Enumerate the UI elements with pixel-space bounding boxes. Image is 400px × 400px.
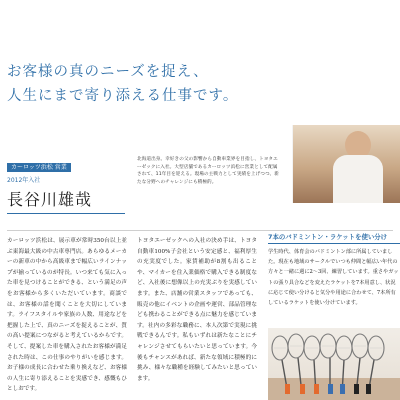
body-column-2: トヨタエーゼックへの入社の決め手は、トヨタ自動車100%子会社という安定感と、福利厚生の充実度でした。家賃補助が8割も出ることや、マイカーを住入業価格で購入できる制度など、入社後に想像以上の充実ぶりを実感しています。また、店舗の営業スタッフであっても、販売の他にイベントの企画や運営、部品管理なども携わることができる点に魅力を感じています。社内の多彩な職務に、本人次第で実現に挑戦できるんです。私もいずれは新たなことにチャレンジさせてもらいたいと思っています。今後もチャンスがあれば、新たな領域に積極的に挑み、様々な職種を経験してみたいと思っています。: [137, 238, 257, 382]
racket-photo-illustration: [268, 328, 400, 400]
headline-line-2: 人生にまで寄り添える仕事です。: [7, 88, 239, 104]
hobby-feature-title: 7本のバドミントン・ラケットを使い分け: [268, 232, 400, 244]
body-column-1: カーロッツ浜松は、展示車が常時350台以上並ぶ東海最大級の中古車専門店。あらゆるメーカーの新車の中から高級車まで幅広いラインナップが揃っているのが特長。いつ来ても気に入った車を見つけることができる、という満足の声をお客様から多くいただいています。商談では、お客様の話を聞くことを大切にしています。ライフスタイルや家族の人数、用途などを把握した上で、真のニーズを捉えることが、質の高い提案につながると考えているからです。そして、提案した車を購入されたお客様が満足された時は、この仕事のやりがいを感じます。お子様の成長に合わせた乗り換えなど、お客様の人生に寄り添えることを実感でき、感慨もひとしおです。: [7, 238, 127, 393]
section-divider: [7, 230, 393, 231]
photo-shirt-shape: [333, 155, 383, 203]
department-badge: カーロッツ浜松 営業: [7, 163, 71, 172]
employee-name: 長谷川雄哉: [7, 190, 93, 209]
name-underline: [7, 213, 125, 214]
headline-line-1: お客様の真のニーズを捉え、: [7, 64, 209, 80]
profile-block: [7, 154, 127, 214]
employee-photo: [292, 125, 400, 203]
headline: [7, 60, 397, 108]
racket-photo: [268, 328, 400, 400]
hobby-feature-text: 学生時代、体育会のバドミントン部に所属していました。現在も地域のサークルでいつも仲間と幅広い年代の方々と一緒に週に2〜3回、練習しています。重さやガットの張り具合などを変えたラケットを7本用意し、状況に応じて使い分けると気分や用途に合わせて、7本所有しているラケットを使い分けています。: [268, 249, 399, 307]
join-year: 2012年入社: [7, 177, 41, 184]
hobby-feature: [268, 232, 400, 400]
profile-intro: 北海道出身。幸好きの父の影響から自動車業界を目指し、トヨタエーゼックに入社。大型店舗であるカーロッツ浜松に営業として配属されて、11年目を迎える。現場の主戦力として実績を上げつつ、新たな分野へのチャレンジにも積極的。: [137, 157, 279, 185]
